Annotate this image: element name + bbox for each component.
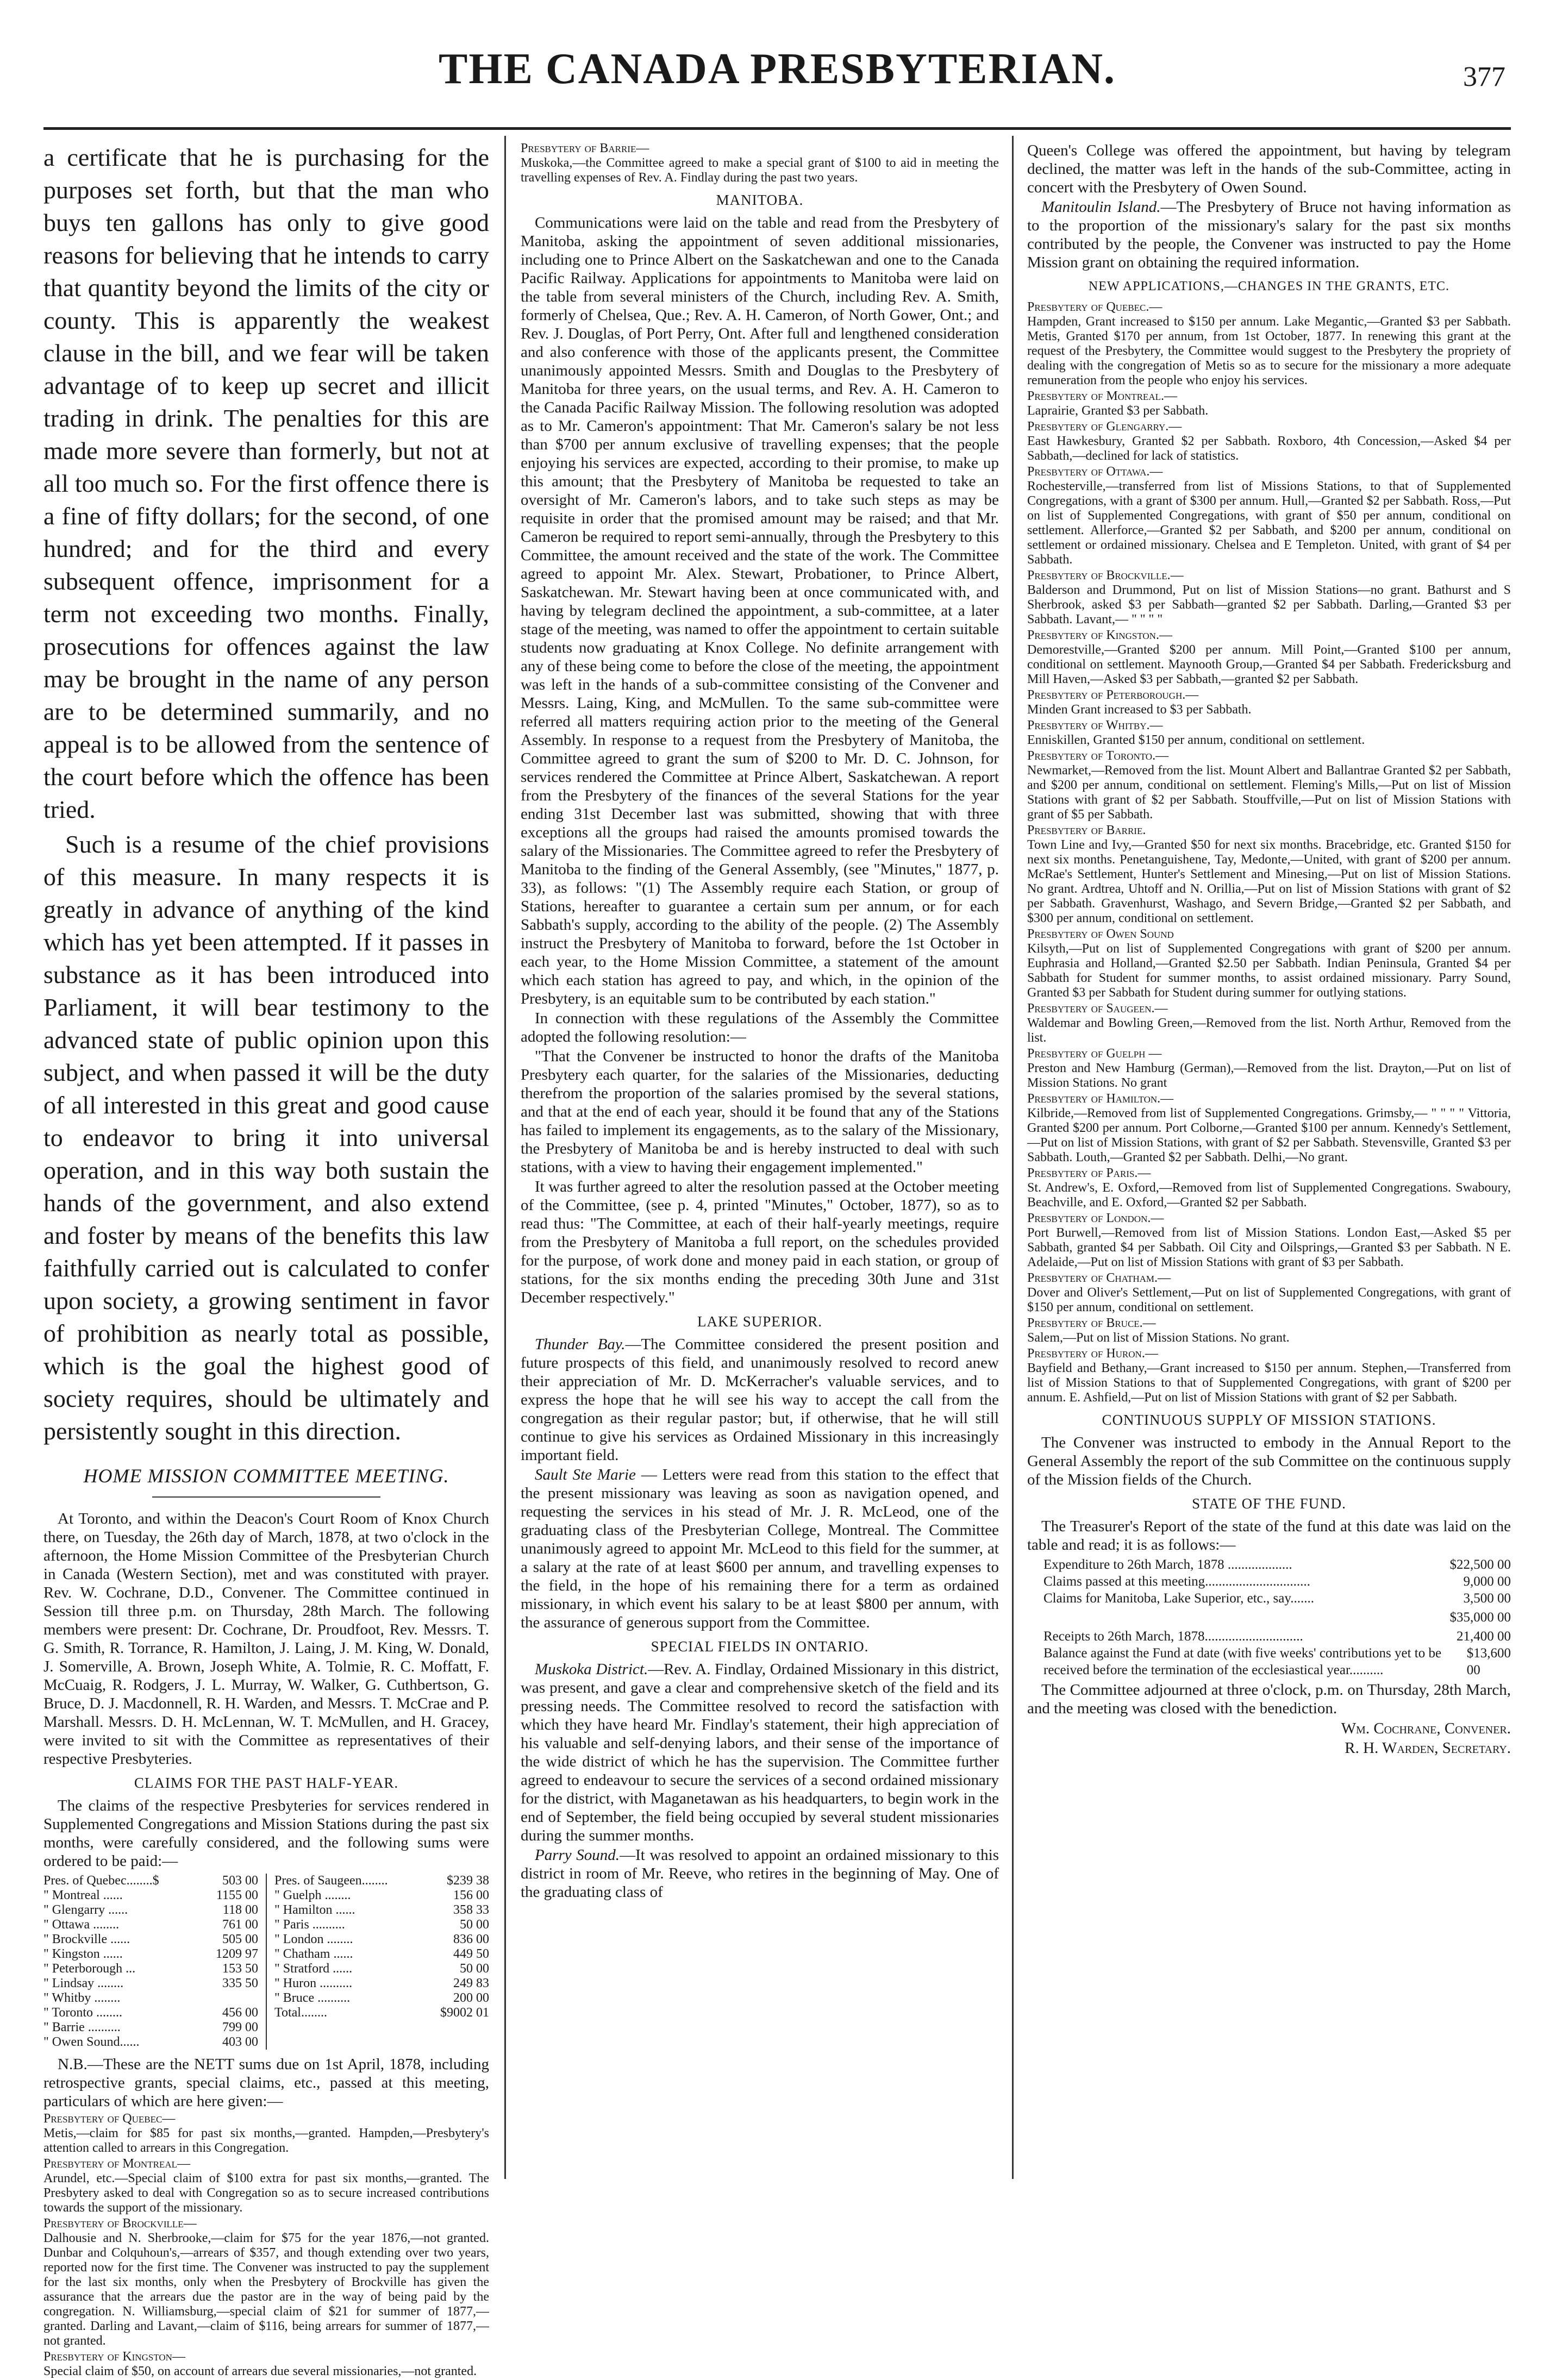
list-item-text: Town Line and Ivy,—Granted $50 for next six months. Bracebridge, etc. Granted $150 for next six months. Penetanguishene, Tay, Medonte,—United, with grant of $200 per annum. McRae's Settlement, Hunter's Settlement and Minesing,—Put on list of Mission Stations. No grant. Ardtrea, Uhtoff and N. Orillia,—Put on list of Mission Stations with grant of $2 per Sabbath. Gravenhurst, Washago, and Severn Bridge,—Granted $2 per Sabbath, and $300 per annum, conditional on settlement. — [1027, 838, 1511, 925]
claims-table — [43, 1874, 489, 2050]
manitoba-paragraph: "That the Convener be instructed to honor the drafts of the Manitoba Presbytery each quarter, for the salaries of the Missionaries, deducting therefrom the proportion of the salaries promised by the several stations, and that at the end of each year, should it be found that any of the Stations has failed to implement its engagements, as to the salary of the Missionary, the Presbytery of Manitoba be and is hereby instructed to deal with such stations, with a view to having their engagement implemented." — [521, 1048, 999, 1176]
manitoba-paragraph: It was further agreed to alter the resolution passed at the October meeting of the Committee, (see p. 4, printed "Minutes," October, 1877), so as to read thus: "The Committee, at each of their half-yearly meetings, require from the Presbytery of Manitoba a full report, on the schedules provided for the purpose, of work done and money paid in each station, or group of stations, for the six months ending the preceding 30th June and 31st December respectively." — [521, 1178, 999, 1306]
fund-amount: 3,500 00 — [1463, 1591, 1511, 1606]
table-cell-name: " Paris .......... — [274, 1918, 345, 1932]
intro-paragraph: Queen's College was offered the appointment, but having by telegram declined, the matter was left in the hands of the sub-Committee, acting in concert with the Presbytery of Owen Sound. — [1027, 142, 1511, 196]
list-item — [43, 2350, 489, 2379]
fund-table — [1027, 1556, 1511, 1607]
list-item-heading: Presbytery of Huron.— — [1027, 1346, 1158, 1361]
table-cell-amount: 1155 00 — [216, 1888, 258, 1902]
table-row — [43, 1888, 258, 1903]
claims-table-left — [43, 1874, 258, 2050]
list-item — [1027, 628, 1511, 687]
manitoba-paragraph: Communications were laid on the table and read from the Presbytery of Manitoba, asking the appointment of seven additional missionaries, including one to Prince Albert on the Saskatchewan and one to the Canada Pacific Railway. Applications for appointments to Manitoba were laid on the table from several ministers of the Church, including Rev. A. Smith, formerly of Chelsea, Que.; Rev. A. H. Cameron, of North Gower, Ont.; and Rev. J. Douglas, of Port Perry, Ont. After full and lengthened consideration and also conference with those of the applicants present, the Committee unanimously appointed Messrs. Smith and Douglas to the Presbytery of Manitoba for three years, on the usual terms, and Rev. A. H. Cameron to the Canada Pacific Railway Mission. The following resolution was adopted as to Mr. Cameron's appointment: That Mr. Cameron's salary be not less than $700 per annum exclusive of travelling expenses; that the people enjoying his services are expected, according to their promise, to make up this amount; that the Presbytery of Manitoba be requested to take an oversight of Mr. Cameron's labors, and to take such steps as may be requisite in order that the promised amount may be raised; and that Mr. Cameron be required to report semi-annually, through the Presbytery to this Committee, the amount received and the state of the work. The Committee agreed to appoint Mr. Alex. Stewart, Probationer, to Prince Albert, Saskatchewan. Mr. Stewart having been at once communicated with, and having by telegram declined the appointment, a sub-committee, at a later stage of the meeting, was named to offer the appointment to certain suitable students now graduating at Knox College. No definite arrangement with any of these being come to before the close of the meeting, the appointment was left in the hands of a sub-committee consisting of the Convener and Messrs. Laing, King, and McMullen. To the same sub-committee were referred all matters requiring action prior to the meeting of the General Assembly. In response to a request from the Presbytery of Manitoba, the Committee agreed to grant the sum of $200 to Mr. D. C. Johnson, for services rendered the Committee at Prince Albert, Saskatchewan. A report from the Presbytery of the finances of the several Stations for the year ending 31st December last was submitted, showing that with three exceptions all the groups had raised the amounts promised towards the salary of the Missionaries. The Committee agreed to refer the Presbytery of Manitoba to the finding of the General Assembly, (see "Minutes," 1877, p. 33), as follows: "(1) The Assembly require each Station, or group of Stations, hereafter to guarantee a certain sum per annum, or for each Sabbath's supply, according to the ability of the people. (2) The Assembly instruct the Presbytery of Manitoba to forward, before the 1st October in each year, to the Home Mission Committee, a statement of the amount which each station has agreed to pay, and which, in the opinion of the Presbytery, is an equitable sum to be contributed by each station." — [521, 214, 999, 1007]
superior-paragraph — [521, 1465, 999, 1632]
list-item-heading: Presbytery of Hamilton.— — [1027, 1092, 1174, 1106]
table-cell-amount: 456 00 — [222, 2006, 258, 2020]
superior-paragraph — [521, 1335, 999, 1464]
list-item — [1027, 688, 1511, 717]
list-item — [1027, 1211, 1511, 1270]
table-row — [43, 2006, 258, 2020]
table-cell-amount: 358 33 — [453, 1903, 489, 1917]
table-cell-name: " Guelph ........ — [274, 1888, 351, 1902]
grant-changes-list — [1027, 300, 1511, 1405]
list-item-heading: Presbytery of Glengarry.— — [1027, 419, 1182, 434]
table-row — [43, 1903, 258, 1918]
list-item-heading: Presbytery of Brockville— — [43, 2216, 197, 2231]
table-row — [274, 1976, 489, 1991]
table-row — [274, 1903, 489, 1918]
list-item-text: Special claim of $50, on account of arrears due several missionaries,—not granted. — [43, 2364, 477, 2378]
page-number: 377 — [1463, 61, 1505, 92]
table-row — [43, 1947, 258, 1962]
article-paragraph: Such is a resume of the chief provisions of this measure. In many respects it is greatly in advance of anything of the kind which has yet been attempted. If it passes in substance as it has been introduced into Parliament, it will bear testimony to the advanced state of public opinion upon this subject, and when passed it will be the duty of all interested in this great and good cause to endeavor to bring it into universal operation, and in this way both sustain the hands of the government, and also extend and foster by means of the benefits this law faithfully carried out is calculated to confer upon society, a growing sentiment in favor of prohibition as nearly total as possible, which is the goal the highest good of society requires, should be ultimately and persistently sought in this direction. — [43, 830, 489, 1445]
list-item — [1027, 389, 1511, 418]
table-cell-amount: 118 00 — [222, 1903, 258, 1917]
list-item-heading: Presbytery of Montreal— — [43, 2157, 190, 2171]
list-item-text: Metis,—claim for $85 for past six months,—granted. Hampden,—Presbytery's attention called to arrears in this Congregation. — [43, 2126, 489, 2155]
fund-total — [1027, 1609, 1511, 1626]
list-item-text: Salem,—Put on list of Mission Stations. No grant. — [1027, 1331, 1290, 1345]
list-item-heading: Presbytery of Toronto.— — [1027, 749, 1169, 763]
table-row — [274, 1947, 489, 1962]
table-cell-name: Pres. of Quebec........$ — [43, 1874, 159, 1888]
section-heading: HOME MISSION COMMITTEE MEETING. — [83, 1465, 449, 1487]
table-divider — [266, 1874, 267, 2050]
list-item — [43, 2157, 489, 2215]
list-item-text: St. Andrew's, E. Oxford,—Removed from list of Supplemented Congregations. Swaboury, Beachville, and E. Oxford,—Granted $2 per Sabbath. — [1027, 1181, 1511, 1210]
table-cell-name: " Toronto ........ — [43, 2006, 123, 2020]
nb-paragraph: N.B.—These are the NETT sums due on 1st April, 1878, including retrospective grants, special claims, etc., passed at this meeting, particulars of which are here given:— — [43, 2056, 489, 2110]
list-item-text: Minden Grant increased to $3 per Sabbath. — [1027, 703, 1252, 717]
table-cell-amount: $9002 01 — [440, 2006, 489, 2020]
list-item — [43, 2216, 489, 2348]
table-row — [43, 2020, 258, 2035]
table-cell-name: Total........ — [274, 2006, 327, 2020]
list-item — [1027, 419, 1511, 464]
table-row — [274, 1962, 489, 1976]
list-item-text: Balderson and Drummond, Put on list of Mission Stations—no grant. Bathurst and S Sherbrook, asked $3 per Sabbath—granted $2 per Sabbath. Darling,—Granted $3 per Sabbath. Lavant,— " " " " — [1027, 583, 1511, 627]
table-cell-name: " Huron .......... — [274, 1976, 353, 1990]
fund-label: Balance against the Fund at date (with five weeks' contributions yet to be received before the termination of the ecclesiastical year.......... — [1043, 1646, 1442, 1677]
list-item-text: Dover and Oliver's Settlement,—Put on list of Supplemented Congregations, with grant of $150 per annum, conditional on settlement. — [1027, 1286, 1511, 1314]
list-item-heading: Presbytery of Paris.— — [1027, 1166, 1151, 1180]
list-item — [1027, 1047, 1511, 1091]
list-item — [1027, 1001, 1511, 1045]
fund-row — [1027, 1645, 1511, 1678]
list-item — [1027, 300, 1511, 388]
subheading: STATE OF THE FUND. — [1192, 1495, 1346, 1512]
list-item-text: Kilsyth,—Put on list of Supplemented Congregations with grant of $200 per annum. Euphrasia and Holland,—Granted $2.50 per Sabbath. Indian Peninsula, Granted $4 per Sabbath for Student for summer months, to assist ordained missionary. Parry Sound, Granted $3 per Sabbath for Student during summer for outlying stations. — [1027, 942, 1511, 1000]
table-row — [274, 1874, 489, 1888]
list-item-text: Port Burwell,—Removed from list of Mission Stations. London East,—Asked $5 per Sabbath, granted $4 per Sabbath. Oil City and Oilsprings,—Granted $3 per Sabbath. N E. Adelaide,—Put on list of Mission Stations with grant of $3 per Sabbath. — [1027, 1226, 1511, 1269]
list-item — [1027, 718, 1511, 748]
table-cell-amount: 50 00 — [460, 1962, 489, 1976]
list-item — [43, 2112, 489, 2156]
table-row — [274, 2006, 489, 2020]
subheading: CONTINUOUS SUPPLY OF MISSION STATIONS. — [1102, 1412, 1436, 1428]
lake-superior-section — [521, 1335, 999, 1632]
list-item-heading: Presbytery of Whitby.— — [1027, 718, 1163, 732]
claims-paragraph: The claims of the respective Presbyteries for services rendered in Supplemented Congregations and Mission Stations during the past six months, were carefully considered, and the following sums were ordered to be paid:— — [43, 1797, 489, 1870]
table-cell-amount: 1209 97 — [216, 1947, 258, 1961]
list-item-text: Bayfield and Bethany,—Grant increased to $150 per annum. Stephen,—Transferred from list of Mission Stations to that of Supplemented Congregations, with grant of $200 per annum. E. Ashfield,—Put on list of Mission Stations with grant of $2 per Sabbath. — [1027, 1361, 1511, 1405]
table-row — [274, 1918, 489, 1932]
paragraph-lead: Parry Sound. — [535, 1846, 620, 1864]
meeting-paragraph: At Toronto, and within the Deacon's Court Room of Knox Church there, on Tuesday, the 26th day of March, 1878, at two o'clock in the afternoon, the Home Mission Committee of the Presbyterian Church in Canada (Western Section), met and was constituted with prayer. Rev. W. Cochrane, D.D., Convener. The Committee continued in Session till three p.m. on Thursday, 28th March. The following members were present: Dr. Cochrane, Dr. Proudfoot, Rev. Messrs. T. G. Smith, R. Torrance, R. Hamilton, J. Laing, J. M. King, W. Donald, J. Somerville, A. Brown, Joseph White, A. Tolmie, R. C. Moffatt, F. McCuaig, R. Rodgers, J. L. Murray, W. Walker, G. Cuthbertson, G. Bruce, D. J. Macdonnell, R. H. Warden, and Messrs. T. McCrae and P. Marshall. Messrs. D. H. McLennan, W. T. McMullen, and H. Gracey, were invited to sit with the Committee as representatives of their respective Presbyteries. — [43, 1510, 489, 1768]
table-cell-name: " Lindsay ........ — [43, 1976, 124, 1990]
paragraph-lead: Sault Ste Marie — [535, 1466, 636, 1483]
list-item-text: Kilbride,—Removed from list of Supplemented Congregations. Grimsby,— " " " " Vittoria, Granted $200 per annum. Port Colborne,—Granted $100 per annum. Kennedy's Settlement,—Put on list of Mission Stations, with grant of $2 per Sabbath. Stevensville, Granted $3 per Sabbath. Louth,—Granted $2 per Sabbath. Delhi,—No grant. — [1027, 1106, 1511, 1164]
subheading: LAKE SUPERIOR. — [697, 1313, 822, 1330]
list-item-text: Hampden, Grant increased to $150 per annum. Lake Megantic,—Granted $3 per Sabbath. Metis, Granted $170 per annum, from 1st October, 1877. In renewing this grant at the request of the Presbytery, the Committee would suggest to the Presbytery the propriety of dealing with the congregation of Metis so as to secure for the missionary a more adequate remuneration from the people who enjoy his services. — [1027, 315, 1511, 387]
list-item-text: Laprairie, Granted $3 per Sabbath. — [1027, 404, 1209, 418]
manitoulin-paragraph: Manitoulin Island.—The Presbytery of Bruce not having information as to the proportion of the missionary's salary for the past six months contributed by the people, the Convener was instructed to pay the Home Mission grant on obtaining the required information. — [1027, 198, 1511, 271]
table-row — [43, 1918, 258, 1932]
table-cell-name: " Glengarry ...... — [43, 1903, 128, 1917]
list-item-text: Enniskillen, Granted $150 per annum, conditional on settlement. — [1027, 733, 1365, 747]
manitoba-section — [521, 214, 999, 1307]
paragraph-text: —It was resolved to appoint an ordained missionary to this district in room of Mr. Reeve, who retires in the beginning of May. One of the graduating class of — [521, 1846, 999, 1901]
list-item — [1027, 749, 1511, 822]
column-divider — [1012, 136, 1014, 2179]
list-item-text: Preston and New Hamburg (German),—Removed from the list. Drayton,—Put on list of Mission Stations. No grant — [1027, 1061, 1511, 1090]
table-cell-name: " Stratford ...... — [274, 1962, 353, 1976]
list-item-text: Demorestville,—Granted $200 per annum. Mill Point,—Granted $100 per annum, conditional on settlement. Maynooth Group,—Granted $4 per Sabbath. Fredericksburg and Mill Haven,—Asked $3 per Sabbath,—granted $2 per Sabbath. — [1027, 643, 1511, 686]
ontario-paragraph — [521, 1660, 999, 1845]
table-cell-name: " Hamilton ...... — [274, 1903, 355, 1917]
fund-table-2 — [1027, 1628, 1511, 1678]
claims-details — [43, 2112, 489, 2379]
list-item-heading: Presbytery of Barrie. — [1027, 823, 1146, 837]
fund-row — [1027, 1628, 1511, 1645]
list-item-text: Dalhousie and N. Sherbrooke,—claim for $75 for the year 1876,—not granted. Dunbar and Colquhoun's,—arrears of $357, and though extending over two years, reported now for the first time. The Convener was instructed to pay the supplement for the last six months, only when the Presbytery of Brockville has given the assurance that the arrears due the pastor are in the way of being paid by the congregation. N. Williamsburg,—special claim of $21 for summer of 1877,—granted. Darling and Lavant,—claim of $116, being arrears for summer of 1877,—not granted. — [43, 2231, 489, 2348]
list-item-heading: Presbytery of Saugeen.— — [1027, 1001, 1168, 1016]
heading-rule — [152, 1496, 380, 1498]
table-cell-amount: 153 50 — [222, 1962, 258, 1976]
column-3 — [1027, 141, 1511, 1758]
column-1 — [43, 141, 489, 2380]
masthead-title: THE CANADA PRESBYTERIAN. — [439, 45, 1116, 93]
table-cell-amount: 761 00 — [222, 1918, 258, 1932]
fund-amount: $13,600 00 — [1466, 1646, 1511, 1677]
closing-paragraph: The Committee adjourned at three o'clock, p.m. on Thursday, 28th March, and the meeting was closed with the benediction. — [1027, 1681, 1511, 1717]
fund-row — [1027, 1573, 1511, 1590]
list-item-heading: Presbytery of Quebec— — [43, 2112, 176, 2126]
table-cell-name: " Brockville ...... — [43, 1932, 130, 1946]
column-divider — [504, 136, 506, 2179]
table-row — [43, 2035, 258, 2050]
table-cell-amount: 505 00 — [222, 1932, 258, 1946]
table-cell-name: " Peterborough ... — [43, 1962, 136, 1976]
table-cell-amount: 799 00 — [222, 2020, 258, 2034]
list-item-heading: Presbytery of Montreal.— — [1027, 389, 1177, 403]
paragraph-text: — Letters were read from this station to the effect that the present missionary was leaving as soon as navigation opened, and requesting the services in his stead of Mr. J. R. McLeod, one of the graduating class of the Presbyterian College, Montreal. The Committee unanimously agreed to appoint Mr. McLeod to this field for the summer, at a salary at the rate of at least $600 per annum, and travelling expenses to the field, in the hope of his remaining there for a term as ordained missionary, in which event his salary to be at least $800 per annum, with the assurance of generous support from the Committee. — [521, 1466, 999, 1631]
page-header — [43, 35, 1511, 130]
fund-paragraph: The Treasurer's Report of the state of the fund at this date was laid on the table and read; it is as follows:— — [1027, 1518, 1511, 1554]
table-cell-name: " Kingston ...... — [43, 1947, 123, 1961]
table-cell-amount: 836 00 — [453, 1932, 489, 1946]
list-item: Presbytery of Barrie— Muskoka,—the Committee agreed to make a special grant of $100 to aid in meeting the travelling expenses of Rev. A. Findlay during the past two years. — [521, 141, 999, 185]
paragraph-text: —The Committee considered the present position and future prospects of this field, and unanimously resolved to record anew their appreciation of Mr. D. McKerracher's valuable services, and to express the hope that he will see his way to accept the call from the congregation as their regular pastor; but, if otherwise, that he will still continue to give his services as Ordained Missionary in this increasingly important field. — [521, 1336, 999, 1464]
table-row — [274, 1991, 489, 2006]
list-item — [1027, 1316, 1511, 1345]
ontario-section — [521, 1660, 999, 1901]
table-cell-name: " Owen Sound...... — [43, 2035, 140, 2049]
list-item-text: Rochesterville,—transferred from list of Missions Stations, to that of Supplemented Congregations, with a grant of $300 per annum. Hull,—Granted $2 per Sabbath. Ross,—Put on list of Supplemented Congregations, with grant of $50 per annum, conditional on settlement. Allerforce,—Granted $2 per Sabbath, and $200 per annum, conditional on settlement or ordained missionary. Chelsea and E Templeton. United, with grant of $4 per Sabbath. — [1027, 479, 1511, 567]
list-item — [1027, 1346, 1511, 1405]
subheading: SPECIAL FIELDS IN ONTARIO. — [651, 1638, 869, 1655]
table-cell-name: Pres. of Saugeen........ — [274, 1874, 388, 1888]
table-row — [43, 1874, 258, 1888]
table-row — [274, 1932, 489, 1947]
table-cell-name: " Ottawa ........ — [43, 1918, 120, 1932]
paragraph-lead: Thunder Bay. — [535, 1336, 626, 1353]
list-item-text: East Hawkesbury, Granted $2 per Sabbath. Roxboro, 4th Concession,—Asked $4 per Sabbath,—declined for lack of statistics. — [1027, 434, 1511, 463]
list-item-heading: Presbytery of Bruce.— — [1027, 1316, 1156, 1330]
fund-label: Claims passed at this meeting............................... — [1043, 1574, 1310, 1589]
list-item-heading: Presbytery of Kingston.— — [1027, 628, 1172, 642]
fund-label: Claims for Manitoba, Lake Superior, etc., say....... — [1043, 1591, 1314, 1606]
table-row — [43, 1976, 258, 1991]
list-item-heading: Presbytery of Owen Sound — [1027, 927, 1174, 941]
table-cell-amount: 156 00 — [453, 1888, 489, 1902]
list-item-heading: Presbytery of Guelph — — [1027, 1047, 1162, 1061]
table-cell-amount: 335 50 — [222, 1976, 258, 1990]
paragraph-lead: Muskoka District. — [535, 1661, 648, 1678]
list-item — [1027, 1166, 1511, 1210]
fund-row — [1027, 1556, 1511, 1573]
paragraph-text: —Rev. A. Findlay, Ordained Missionary in this district, was present, and gave a clear and comprehensive sketch of the field and its pressing needs. The Committee resolved to record the satisfaction with which they have heard Mr. Findlay's statement, their high appreciation of his valuable and self-denying labors, and their sense of the importance of the wide district of which he has the supervision. The Committee further agreed to endeavour to secure the services of a second ordained missionary for the district, with Maganetawan as his headquarters, to begin work in the end of September, the field being occupied by several student missionaries during the summer months. — [521, 1661, 999, 1844]
list-item — [1027, 1092, 1511, 1165]
list-item-text: Newmarket,—Removed from the list. Mount Albert and Ballantrae Granted $2 per Sabbath, and $200 per annum, conditional on settlement. Fleming's Mills,—Put on list of Mission Stations with grant of $2 per Sabbath. Stouffville,—Put on list of Mission Stations with grant of $5 per Sabbath. — [1027, 763, 1511, 822]
table-cell-amount: 50 00 — [460, 1918, 489, 1932]
table-row — [43, 1932, 258, 1947]
table-row — [274, 1888, 489, 1903]
table-cell-name: " Bruce .......... — [274, 1991, 351, 2005]
table-cell-name: " Barrie .......... — [43, 2020, 121, 2034]
list-item-text: Arundel, etc.—Special claim of $100 extra for past six months,—granted. The Presbytery asked to deal with Congregation so as to secure increased contributions towards the support of the missionary. — [43, 2171, 489, 2215]
list-item-text: Waldemar and Bowling Green,—Removed from the list. North Arthur, Removed from the list. — [1027, 1016, 1511, 1045]
table-cell-amount: $239 38 — [447, 1874, 489, 1888]
list-item-heading: Presbytery of Brockville.— — [1027, 568, 1184, 583]
fund-amount: 9,000 00 — [1463, 1574, 1511, 1589]
fund-row — [1027, 1590, 1511, 1607]
table-cell-amount: 249 83 — [453, 1976, 489, 1990]
continuous-paragraph: The Convener was instructed to embody in the Annual Report to the General Assembly the report of the sub Committee on the continuous supply of the Mission fields of the Church. — [1027, 1434, 1511, 1488]
subheading: CLAIMS FOR THE PAST HALF-YEAR. — [134, 1775, 399, 1791]
table-cell-name: " Whitby ........ — [43, 1991, 121, 2005]
ontario-paragraph — [521, 1846, 999, 1901]
list-item — [1027, 465, 1511, 567]
fund-label: Expenditure to 26th March, 1878 ................... — [1043, 1557, 1292, 1572]
list-item-heading: Presbytery of London.— — [1027, 1211, 1164, 1225]
list-item-heading: Presbytery of Peterborough.— — [1027, 688, 1199, 702]
article-paragraph: a certificate that he is purchasing for the purposes set forth, but that the man who buys ten gallons has only to give good reasons for believing that he intends to carry that quantity beyond the limits of the city or county. This is apparently the weakest clause in the bill, and we fear will be taken advantage of to keep up secret and illicit trading in drink. The penalties for this are made more severe than formerly, but not at all too much so. For the first offence there is a fine of fifty dollars; for the second, of one hundred; and for the third and every subsequent offence, imprisonment for a term not exceeding two months. Finally, prosecutions for offences against the law may be brought in the name of any person are to be determined summarily, and no appeal is to be allowed from the sentence of the court before which the offence has been tried. — [43, 143, 489, 823]
table-cell-amount: 503 00 — [222, 1874, 258, 1888]
list-item-heading: Presbytery of Ottawa.— — [1027, 465, 1163, 479]
manitoba-paragraph: In connection with these regulations of the Assembly the Committee adopted the following resolution:— — [521, 1010, 999, 1045]
column-2 — [521, 141, 999, 1902]
list-item-heading: Presbytery of Quebec.— — [1027, 300, 1162, 314]
table-cell-amount: 200 00 — [453, 1991, 489, 2005]
list-item — [1027, 927, 1511, 1000]
list-item — [1027, 823, 1511, 926]
table-cell-amount: 403 00 — [222, 2035, 258, 2049]
subheading: MANITOBA. — [716, 192, 804, 208]
subheading: NEW APPLICATIONS,—CHANGES IN THE GRANTS, ETC. — [1088, 279, 1450, 293]
fund-label: Receipts to 26th March, 1878............................. — [1043, 1629, 1303, 1644]
table-row — [43, 1962, 258, 1976]
signature-secretary: R. H. Warden, Secretary. — [1345, 1739, 1511, 1757]
claims-table-right — [274, 1874, 489, 2050]
table-cell-name: " Montreal ...... — [43, 1888, 123, 1902]
fund-amount: $22,500 00 — [1449, 1557, 1511, 1572]
list-item-heading: Presbytery of Kingston— — [43, 2350, 185, 2364]
signature-convener: Wm. Cochrane, Convener. — [1341, 1720, 1511, 1737]
list-item-heading: Presbytery of Chatham.— — [1027, 1271, 1171, 1285]
table-cell-amount: 449 50 — [453, 1947, 489, 1961]
table-row — [43, 1991, 258, 2006]
table-cell-name: " London ........ — [274, 1932, 353, 1946]
fund-total-value: $35,000 00 — [1449, 1610, 1511, 1625]
list-item — [1027, 568, 1511, 627]
list-item — [1027, 1271, 1511, 1315]
fund-amount: 21,400 00 — [1457, 1629, 1511, 1644]
table-cell-name: " Chatham ...... — [274, 1947, 353, 1961]
